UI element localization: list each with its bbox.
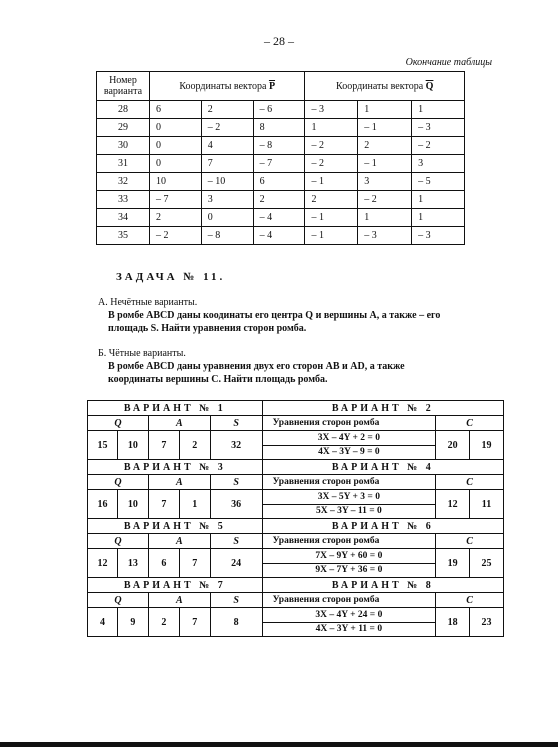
- coordinate-cell: – 1: [358, 155, 412, 173]
- equations-pair: [263, 550, 436, 577]
- table-row: [97, 155, 465, 173]
- variants-body: [88, 401, 504, 637]
- col-c-header: C: [436, 416, 504, 431]
- c-x-cell: 12: [436, 490, 470, 519]
- vector-q-header: Координаты вектора $\overline{Q}$: [305, 72, 465, 101]
- col-a-header: A: [148, 593, 210, 608]
- c-x-cell: 18: [436, 608, 470, 637]
- col-a-header: A: [148, 416, 210, 431]
- coordinate-cell: 3: [412, 155, 465, 173]
- equation-ad: 4X – 3Y + 11 = 0: [315, 623, 383, 634]
- part-b-title: Б. Чётные варианты.: [98, 348, 186, 359]
- col-q-header: Q: [88, 593, 149, 608]
- page-bottom-border: [0, 742, 558, 747]
- equation-ab: 3X – 4Y + 24 = 0: [263, 609, 436, 623]
- coordinate-cell: 0: [149, 155, 201, 173]
- a-y-cell: 7: [179, 608, 210, 637]
- coordinate-cell: 2: [305, 191, 358, 209]
- table-row: [97, 191, 465, 209]
- q-y-cell: 10: [117, 490, 148, 519]
- coordinate-cell: – 7: [149, 191, 201, 209]
- variant-title-left: ВАРИАНТ № 1: [88, 401, 263, 416]
- variant-title-right: ВАРИАНТ № 6: [262, 519, 503, 534]
- variant-title-row: [88, 519, 504, 534]
- coordinate-cell: – 2: [305, 155, 358, 173]
- coordinate-cell: – 4: [253, 209, 305, 227]
- col-c-header: C: [436, 534, 504, 549]
- coordinate-cell: 7: [201, 155, 253, 173]
- variant-number-cell: 33: [97, 191, 150, 209]
- q-x-cell: 16: [88, 490, 118, 519]
- coordinate-cell: 10: [149, 173, 201, 191]
- variant-number-cell: 31: [97, 155, 150, 173]
- s-cell: 24: [210, 549, 262, 578]
- equation-ab: 3X – 4Y + 2 = 0: [263, 432, 436, 446]
- part-b-line1: В ромбе ABCD даны уравнения двух его сторон AB и AD, а также: [108, 361, 405, 372]
- variant-number-cell: 30: [97, 137, 150, 155]
- table-header-row: [97, 72, 465, 101]
- coordinate-cell: – 2: [305, 137, 358, 155]
- c-x-cell: 19: [436, 549, 470, 578]
- coordinate-cell: – 8: [253, 137, 305, 155]
- col-s-header: S: [210, 416, 262, 431]
- equations-pair: [263, 491, 436, 518]
- part-a-title: А. Нечётные варианты.: [98, 297, 198, 308]
- variant-number-cell: 28: [97, 101, 150, 119]
- s-cell: 32: [210, 431, 262, 460]
- col-s-header: S: [210, 534, 262, 549]
- s-cell: 8: [210, 608, 262, 637]
- coordinate-cell: 3: [201, 191, 253, 209]
- col-equations-header: Уравнения сторон ромба: [262, 416, 436, 431]
- variant-title-row: [88, 460, 504, 475]
- task-title: ЗАДАЧА № 11.: [116, 271, 226, 283]
- c-y-cell: 23: [470, 608, 504, 637]
- variant-number-cell: 34: [97, 209, 150, 227]
- coordinate-cell: – 1: [305, 227, 358, 245]
- variants-table: [87, 400, 504, 637]
- table-row: [97, 101, 465, 119]
- variant-number-cell: 32: [97, 173, 150, 191]
- coordinate-cell: 2: [253, 191, 305, 209]
- table-row: [97, 137, 465, 155]
- col-equations-header: Уравнения сторон ромба: [262, 475, 436, 490]
- q-x-cell: 12: [88, 549, 118, 578]
- coordinate-cell: 0: [149, 119, 201, 137]
- coordinate-cell: 1: [358, 101, 412, 119]
- variant-title-row: [88, 401, 504, 416]
- a-x-cell: 7: [148, 490, 179, 519]
- vector-p-header: Координаты вектора $\overline{P}$: [149, 72, 305, 101]
- coordinate-cell: – 5: [412, 173, 465, 191]
- q-y-cell: 10: [117, 431, 148, 460]
- q-y-cell: 9: [117, 608, 148, 637]
- equations-cell: [262, 431, 436, 460]
- variant-title-right: ВАРИАНТ № 4: [262, 460, 503, 475]
- coordinate-cell: – 2: [358, 191, 412, 209]
- coordinate-cell: – 2: [201, 119, 253, 137]
- col-a-header: A: [148, 475, 210, 490]
- col-s-header: S: [210, 593, 262, 608]
- part-a: [98, 296, 440, 335]
- coordinate-cell: – 1: [358, 119, 412, 137]
- coordinate-cell: – 3: [412, 227, 465, 245]
- col-equations-header: Уравнения сторон ромба: [262, 534, 436, 549]
- equations-cell: [262, 490, 436, 519]
- variant-data-row: [88, 549, 504, 578]
- c-x-cell: 20: [436, 431, 470, 460]
- col-equations-header: Уравнения сторон ромба: [262, 593, 436, 608]
- variant-number-header: Номер варианта: [97, 72, 150, 101]
- q-x-cell: 15: [88, 431, 118, 460]
- coordinate-cell: 1: [358, 209, 412, 227]
- vector-p-symbol: $\overline{P}$: [268, 80, 276, 92]
- a-x-cell: 7: [148, 431, 179, 460]
- coordinate-cell: – 8: [201, 227, 253, 245]
- coordinate-cell: – 2: [149, 227, 201, 245]
- coordinate-cell: 3: [358, 173, 412, 191]
- coordinate-cell: 6: [149, 101, 201, 119]
- coordinate-cell: – 1: [305, 209, 358, 227]
- col-a-header: A: [148, 534, 210, 549]
- col-q-header: Q: [88, 475, 149, 490]
- coordinate-cell: 2: [149, 209, 201, 227]
- a-x-cell: 2: [148, 608, 179, 637]
- part-b-line2: координаты вершины C. Найти площадь ромба.: [108, 374, 328, 385]
- variant-title-right: ВАРИАНТ № 2: [262, 401, 503, 416]
- variant-title-left: ВАРИАНТ № 7: [88, 578, 263, 593]
- variant-header-row: [88, 593, 504, 608]
- variant-title-row: [88, 578, 504, 593]
- variant-number-cell: 29: [97, 119, 150, 137]
- variant-data-row: [88, 431, 504, 460]
- equation-ad: 9X – 7Y + 36 = 0: [315, 564, 383, 575]
- variant-header-row: [88, 416, 504, 431]
- coordinate-cell: 2: [201, 101, 253, 119]
- col-c-header: C: [436, 593, 504, 608]
- equation-ab: 3X – 5Y + 3 = 0: [263, 491, 436, 505]
- coordinate-cell: – 10: [201, 173, 253, 191]
- equations-cell: [262, 549, 436, 578]
- q-y-cell: 13: [117, 549, 148, 578]
- variant-title-right: ВАРИАНТ № 8: [262, 578, 503, 593]
- coordinate-cell: 1: [412, 209, 465, 227]
- page-number: – 28 –: [264, 34, 294, 48]
- col-c-header: C: [436, 475, 504, 490]
- equation-ad: 4X – 3Y – 9 = 0: [318, 446, 380, 457]
- coordinate-cell: – 7: [253, 155, 305, 173]
- coordinate-cell: 8: [253, 119, 305, 137]
- coordinate-cell: 0: [201, 209, 253, 227]
- col-q-header: Q: [88, 534, 149, 549]
- coordinate-cell: 4: [201, 137, 253, 155]
- c-y-cell: 25: [470, 549, 504, 578]
- a-y-cell: 7: [179, 549, 210, 578]
- coordinate-cell: – 1: [305, 173, 358, 191]
- table-ending-note: Окончание таблицы: [405, 57, 492, 68]
- coordinate-cell: – 2: [412, 137, 465, 155]
- col-s-header: S: [210, 475, 262, 490]
- coordinate-cell: – 4: [253, 227, 305, 245]
- c-y-cell: 19: [470, 431, 504, 460]
- equation-ab: 7X – 9Y + 60 = 0: [263, 550, 436, 564]
- coordinate-cell: – 3: [305, 101, 358, 119]
- coordinate-cell: – 3: [358, 227, 412, 245]
- part-a-line1: В ромбе ABCD даны коодинаты его центра Q и вершины A, а также – его: [108, 310, 441, 321]
- variant-title-left: ВАРИАНТ № 3: [88, 460, 263, 475]
- equation-ad: 5X – 3Y – 11 = 0: [315, 505, 382, 516]
- part-a-line2: площадь S. Найти уравнения сторон ромба.: [108, 323, 307, 334]
- variant-number-cell: 35: [97, 227, 150, 245]
- table-row: [97, 173, 465, 191]
- s-cell: 36: [210, 490, 262, 519]
- a-y-cell: 1: [179, 490, 210, 519]
- table-row: [97, 227, 465, 245]
- c-y-cell: 11: [470, 490, 504, 519]
- variant-header-row: [88, 534, 504, 549]
- variant-header-row: [88, 475, 504, 490]
- a-x-cell: 6: [148, 549, 179, 578]
- table-body: [97, 101, 465, 245]
- coordinate-cell: 1: [305, 119, 358, 137]
- coordinate-cell: 1: [412, 101, 465, 119]
- variant-data-row: [88, 490, 504, 519]
- a-y-cell: 2: [179, 431, 210, 460]
- col-q-header: Q: [88, 416, 149, 431]
- table-row: [97, 209, 465, 227]
- equations-cell: [262, 608, 436, 637]
- coordinate-cell: 1: [412, 191, 465, 209]
- variant-title-left: ВАРИАНТ № 5: [88, 519, 263, 534]
- q-x-cell: 4: [88, 608, 118, 637]
- coordinate-cell: – 6: [253, 101, 305, 119]
- equations-pair: [263, 609, 436, 636]
- variant-data-row: [88, 608, 504, 637]
- vector-coordinates-table: [96, 71, 465, 245]
- coordinate-cell: 6: [253, 173, 305, 191]
- coordinate-cell: – 3: [412, 119, 465, 137]
- table-row: [97, 119, 465, 137]
- equations-pair: [263, 432, 436, 459]
- coordinate-cell: 0: [149, 137, 201, 155]
- vector-q-symbol: $\overline{Q}$: [425, 80, 434, 92]
- coordinate-cell: 2: [358, 137, 412, 155]
- part-b: [98, 347, 405, 386]
